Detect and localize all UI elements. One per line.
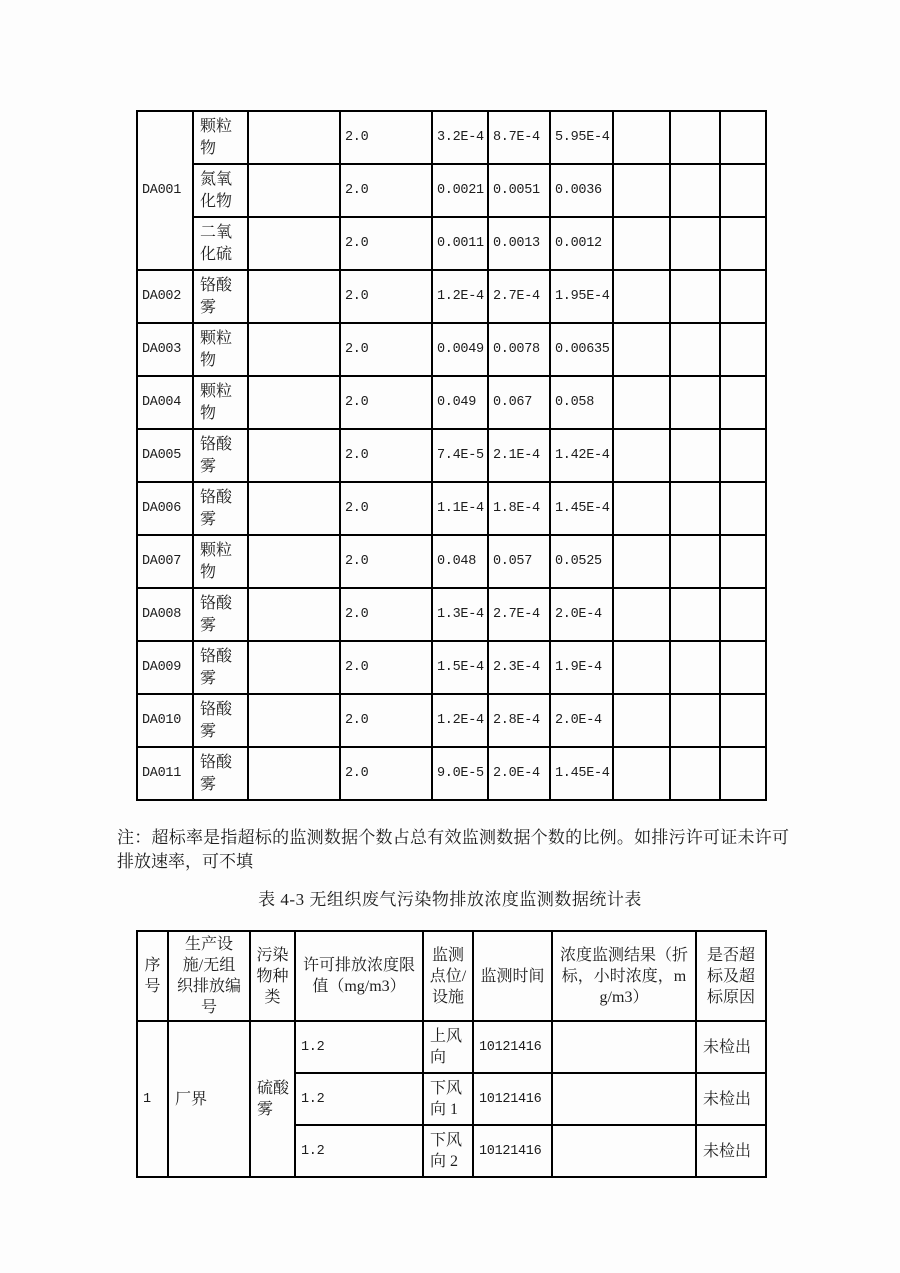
table-4-3-title: 表 4-3 无组织废气污染物排放浓度监测数据统计表 bbox=[258, 890, 642, 909]
empty-cell bbox=[248, 111, 340, 164]
table-row bbox=[137, 482, 766, 535]
value-cell: 0.0011 bbox=[432, 217, 488, 270]
empty-cell bbox=[720, 323, 766, 376]
point-cell: 下风向 1 bbox=[423, 1073, 473, 1125]
value-cell: 0.0013 bbox=[488, 217, 550, 270]
limit-cell: 2.0 bbox=[340, 641, 432, 694]
value-cell: 1.3E-4 bbox=[432, 588, 488, 641]
empty-cell bbox=[720, 270, 766, 323]
table-row bbox=[137, 111, 766, 164]
empty-cell bbox=[613, 535, 670, 588]
empty-cell bbox=[670, 376, 720, 429]
empty-cell bbox=[613, 588, 670, 641]
limit-cell: 2.0 bbox=[340, 164, 432, 217]
pollutant-cell: 铬酸雾 bbox=[193, 641, 248, 694]
empty-cell bbox=[613, 164, 670, 217]
time-cell: 10121416 bbox=[473, 1021, 552, 1073]
value-cell: 1.1E-4 bbox=[432, 482, 488, 535]
limit-cell: 2.0 bbox=[340, 111, 432, 164]
value-cell: 0.0051 bbox=[488, 164, 550, 217]
empty-cell bbox=[248, 323, 340, 376]
value-cell: 7.4E-5 bbox=[432, 429, 488, 482]
empty-cell bbox=[720, 217, 766, 270]
value-cell: 0.0078 bbox=[488, 323, 550, 376]
header-point: 监测点位/设施 bbox=[423, 931, 473, 1021]
empty-cell bbox=[248, 641, 340, 694]
pollutant-cell: 硫酸雾 bbox=[250, 1021, 295, 1177]
header-time: 监测时间 bbox=[473, 931, 552, 1021]
empty-cell bbox=[613, 376, 670, 429]
value-cell: 0.0036 bbox=[550, 164, 613, 217]
outlet-id-cell: DA005 bbox=[137, 429, 193, 482]
empty-cell bbox=[670, 111, 720, 164]
header-pollutant: 污染物种类 bbox=[250, 931, 295, 1021]
header-row bbox=[137, 931, 766, 1021]
value-cell: 1.2E-4 bbox=[432, 270, 488, 323]
pollutant-cell: 铬酸雾 bbox=[193, 694, 248, 747]
table-row bbox=[137, 323, 766, 376]
value-cell: 3.2E-4 bbox=[432, 111, 488, 164]
empty-cell bbox=[248, 429, 340, 482]
value-cell: 0.00635 bbox=[550, 323, 613, 376]
empty-cell bbox=[613, 323, 670, 376]
value-cell: 0.0049 bbox=[432, 323, 488, 376]
exceed-cell: 未检出 bbox=[696, 1073, 766, 1125]
outlet-id-cell: DA003 bbox=[137, 323, 193, 376]
limit-cell: 2.0 bbox=[340, 482, 432, 535]
outlet-id-cell: DA004 bbox=[137, 376, 193, 429]
pollutant-cell: 氮氧化物 bbox=[193, 164, 248, 217]
limit-cell: 1.2 bbox=[295, 1125, 423, 1177]
empty-cell bbox=[670, 323, 720, 376]
table-row bbox=[137, 588, 766, 641]
table-row bbox=[137, 694, 766, 747]
empty-cell bbox=[613, 429, 670, 482]
value-cell: 0.0012 bbox=[550, 217, 613, 270]
header-limit: 许可排放浓度限值（mg/m3） bbox=[295, 931, 423, 1021]
limit-cell: 2.0 bbox=[340, 376, 432, 429]
empty-cell bbox=[248, 270, 340, 323]
header-facility: 生产设施/无组织排放编号 bbox=[168, 931, 250, 1021]
empty-cell bbox=[613, 111, 670, 164]
value-cell: 1.42E-4 bbox=[550, 429, 613, 482]
pollutant-cell: 铬酸雾 bbox=[193, 270, 248, 323]
empty-cell bbox=[248, 376, 340, 429]
exceed-cell: 未检出 bbox=[696, 1021, 766, 1073]
outlet-id-cell: DA009 bbox=[137, 641, 193, 694]
result-cell bbox=[552, 1021, 696, 1073]
empty-cell bbox=[670, 482, 720, 535]
empty-cell bbox=[720, 164, 766, 217]
result-cell bbox=[552, 1073, 696, 1125]
stack-emission-monitoring-table bbox=[136, 110, 767, 801]
empty-cell bbox=[670, 535, 720, 588]
outlet-id-cell: DA001 bbox=[137, 111, 193, 270]
limit-cell: 2.0 bbox=[340, 588, 432, 641]
empty-cell bbox=[720, 694, 766, 747]
limit-cell: 2.0 bbox=[340, 694, 432, 747]
empty-cell bbox=[613, 694, 670, 747]
time-cell: 10121416 bbox=[473, 1125, 552, 1177]
point-cell: 下风向 2 bbox=[423, 1125, 473, 1177]
empty-cell bbox=[670, 747, 720, 800]
limit-cell: 2.0 bbox=[340, 323, 432, 376]
empty-cell bbox=[248, 217, 340, 270]
table-row bbox=[137, 535, 766, 588]
empty-cell bbox=[248, 535, 340, 588]
limit-cell: 2.0 bbox=[340, 270, 432, 323]
empty-cell bbox=[720, 429, 766, 482]
value-cell: 8.7E-4 bbox=[488, 111, 550, 164]
outlet-id-cell: DA007 bbox=[137, 535, 193, 588]
value-cell: 0.0525 bbox=[550, 535, 613, 588]
limit-cell: 2.0 bbox=[340, 747, 432, 800]
empty-cell bbox=[248, 747, 340, 800]
table-note: 注：超标率是指超标的监测数据个数占总有效监测数据个数的比例。如排污许可证未许可排放速率，可不填 bbox=[117, 828, 789, 871]
empty-cell bbox=[613, 217, 670, 270]
value-cell: 2.1E-4 bbox=[488, 429, 550, 482]
value-cell: 2.0E-4 bbox=[488, 747, 550, 800]
facility-cell: 厂界 bbox=[168, 1021, 250, 1177]
empty-cell bbox=[670, 588, 720, 641]
table-row bbox=[137, 429, 766, 482]
outlet-id-cell: DA010 bbox=[137, 694, 193, 747]
outlet-id-cell: DA006 bbox=[137, 482, 193, 535]
empty-cell bbox=[670, 694, 720, 747]
value-cell: 0.048 bbox=[432, 535, 488, 588]
empty-cell bbox=[720, 747, 766, 800]
empty-cell bbox=[720, 376, 766, 429]
table-row bbox=[137, 217, 766, 270]
empty-cell bbox=[613, 641, 670, 694]
pollutant-cell: 颗粒物 bbox=[193, 535, 248, 588]
limit-cell: 1.2 bbox=[295, 1021, 423, 1073]
pollutant-cell: 铬酸雾 bbox=[193, 482, 248, 535]
empty-cell bbox=[720, 641, 766, 694]
empty-cell bbox=[613, 482, 670, 535]
pollutant-cell: 二氧化硫 bbox=[193, 217, 248, 270]
table-row bbox=[137, 641, 766, 694]
empty-cell bbox=[670, 164, 720, 217]
value-cell: 1.45E-4 bbox=[550, 747, 613, 800]
value-cell: 1.5E-4 bbox=[432, 641, 488, 694]
table-row bbox=[137, 747, 766, 800]
table-row bbox=[137, 270, 766, 323]
table-row bbox=[137, 376, 766, 429]
pollutant-cell: 颗粒物 bbox=[193, 323, 248, 376]
value-cell: 9.0E-5 bbox=[432, 747, 488, 800]
limit-cell: 1.2 bbox=[295, 1073, 423, 1125]
value-cell: 2.0E-4 bbox=[550, 588, 613, 641]
empty-cell bbox=[248, 588, 340, 641]
empty-cell bbox=[720, 535, 766, 588]
value-cell: 0.057 bbox=[488, 535, 550, 588]
value-cell: 1.45E-4 bbox=[550, 482, 613, 535]
empty-cell bbox=[720, 111, 766, 164]
empty-cell bbox=[670, 270, 720, 323]
empty-cell bbox=[613, 270, 670, 323]
value-cell: 2.7E-4 bbox=[488, 270, 550, 323]
value-cell: 2.7E-4 bbox=[488, 588, 550, 641]
table-row bbox=[137, 164, 766, 217]
pollutant-cell: 颗粒物 bbox=[193, 376, 248, 429]
value-cell: 1.2E-4 bbox=[432, 694, 488, 747]
value-cell: 0.067 bbox=[488, 376, 550, 429]
limit-cell: 2.0 bbox=[340, 217, 432, 270]
header-exceed: 是否超标及超标原因 bbox=[696, 931, 766, 1021]
value-cell: 2.0E-4 bbox=[550, 694, 613, 747]
limit-cell: 2.0 bbox=[340, 429, 432, 482]
pollutant-cell: 颗粒物 bbox=[193, 111, 248, 164]
empty-cell bbox=[248, 482, 340, 535]
empty-cell bbox=[670, 217, 720, 270]
table-row bbox=[137, 1021, 766, 1073]
value-cell: 1.95E-4 bbox=[550, 270, 613, 323]
exceed-cell: 未检出 bbox=[696, 1125, 766, 1177]
pollutant-cell: 铬酸雾 bbox=[193, 429, 248, 482]
empty-cell bbox=[248, 694, 340, 747]
seq-cell: 1 bbox=[137, 1021, 168, 1177]
value-cell: 0.058 bbox=[550, 376, 613, 429]
value-cell: 0.0021 bbox=[432, 164, 488, 217]
value-cell: 2.3E-4 bbox=[488, 641, 550, 694]
header-seq: 序号 bbox=[137, 931, 168, 1021]
empty-cell bbox=[613, 747, 670, 800]
fugitive-emission-monitoring-table bbox=[136, 930, 767, 1178]
value-cell: 5.95E-4 bbox=[550, 111, 613, 164]
value-cell: 2.8E-4 bbox=[488, 694, 550, 747]
empty-cell bbox=[248, 164, 340, 217]
point-cell: 上风向 bbox=[423, 1021, 473, 1073]
empty-cell bbox=[720, 588, 766, 641]
outlet-id-cell: DA002 bbox=[137, 270, 193, 323]
pollutant-cell: 铬酸雾 bbox=[193, 747, 248, 800]
empty-cell bbox=[670, 429, 720, 482]
time-cell: 10121416 bbox=[473, 1073, 552, 1125]
pollutant-cell: 铬酸雾 bbox=[193, 588, 248, 641]
header-result: 浓度监测结果（折标，小时浓度，mg/m3） bbox=[552, 931, 696, 1021]
value-cell: 1.8E-4 bbox=[488, 482, 550, 535]
outlet-id-cell: DA008 bbox=[137, 588, 193, 641]
result-cell bbox=[552, 1125, 696, 1177]
empty-cell bbox=[670, 641, 720, 694]
limit-cell: 2.0 bbox=[340, 535, 432, 588]
outlet-id-cell: DA011 bbox=[137, 747, 193, 800]
empty-cell bbox=[720, 482, 766, 535]
value-cell: 1.9E-4 bbox=[550, 641, 613, 694]
value-cell: 0.049 bbox=[432, 376, 488, 429]
